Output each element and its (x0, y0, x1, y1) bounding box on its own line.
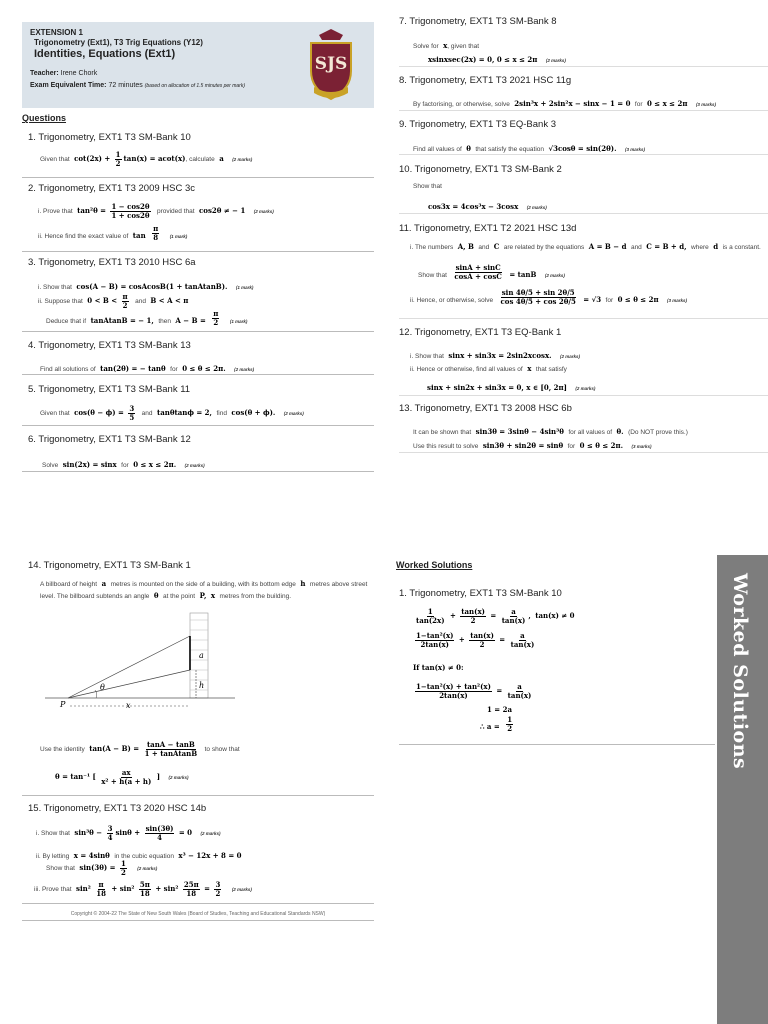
q10-marks: (2 marks) (526, 205, 547, 210)
q15-ii-text: ii. By letting (36, 853, 70, 860)
q14-result: θ = tan⁻¹ [ $\frac{ax}{\text{x² + h(a + h)}}$ ] (55, 767, 161, 786)
solution-if: If tan(x) ≠ 0: (413, 663, 464, 672)
q8-range: 0 ≤ x ≤ 2π (646, 99, 688, 108)
q5-body (40, 402, 304, 422)
q13-equation: sin3θ = 3sinθ − 4sin³θ (475, 427, 564, 436)
q14-var-x: x (210, 591, 216, 600)
question-4-title: 4. Trigonometry, EXT1 T3 SM-Bank 13 (28, 340, 191, 351)
q15-ii-show (46, 857, 157, 877)
q14-text-3: metres above street level. The billboard subtends an angle (40, 581, 368, 600)
q3-i-equation: cos(A − B) = cosAcosB(1 + tanAtanB). (76, 282, 228, 291)
divider (399, 110, 768, 111)
q15-i-text: i. Show that (36, 830, 70, 837)
question-5-title: 5. Trigonometry, EXT1 T3 SM-Bank 11 (28, 384, 191, 395)
q11-i-text-2: are related by the equations (503, 244, 585, 251)
question-9-title: 9. Trigonometry, EXT1 T3 EQ-Bank 3 (399, 119, 556, 130)
q2-i-text: i. Prove that (38, 208, 73, 215)
q5-target: cos(θ + ϕ). (231, 408, 276, 417)
question-2-title: 2. Trigonometry, EXT1 T3 2009 HSC 3c (28, 183, 196, 194)
teacher-label: Teacher: (30, 70, 59, 77)
q7-equation: xsinxsec(2x) = 0, 0 ≤ x ≤ 2π (428, 55, 538, 64)
q13-text: It can be shown that (413, 429, 472, 436)
q15-i-marks: (2 marks) (200, 831, 221, 836)
q11-i-and-2: and (630, 244, 642, 251)
q2-ii-den: 8 (153, 233, 159, 243)
solution-1-title: 1. Trigonometry, EXT1 T3 SM-Bank 10 (399, 588, 562, 599)
q11-ii-marks: (3 marks) (667, 298, 688, 303)
q7-text: Solve for (413, 43, 439, 50)
q7-marks: (2 marks) (545, 58, 566, 63)
q11-show (418, 264, 565, 282)
q14-marks: (2 marks) (168, 775, 189, 780)
divider (22, 425, 374, 426)
q13-for: for (567, 443, 576, 450)
q15-part-iii (34, 878, 252, 898)
q2-ii-tan: tan (132, 231, 146, 240)
q11-i-text-3: is a constant. (722, 244, 761, 251)
solution-line-1 (413, 605, 575, 625)
q3-i-text: i. Show that (38, 284, 72, 291)
q2-ii-marks: (1 mark) (169, 234, 188, 239)
divider (399, 395, 768, 396)
q2-part-ii (38, 225, 187, 243)
extension-label: EXTENSION 1 (30, 28, 83, 37)
q9-text: Find all values of (413, 146, 462, 153)
q11-ii-for: for (605, 297, 614, 304)
q14-text-1: A billboard of height (40, 581, 98, 588)
label-theta: θ (100, 683, 105, 692)
question-7-title: 7. Trigonometry, EXT1 T3 SM-Bank 8 (399, 16, 557, 27)
q11-i-c: C (493, 242, 500, 251)
q11-i-eq1: A = B − d (588, 242, 627, 251)
question-11-title: 11. Trigonometry, EXT1 T2 2021 HSC 13d (399, 223, 577, 234)
label-h: h (199, 681, 205, 690)
question-13-title: 13. Trigonometry, EXT1 T3 2008 HSC 6b (399, 403, 572, 414)
q13-equation-2: sin3θ + sin2θ = sinθ (482, 441, 564, 450)
divider (399, 318, 768, 319)
q1-text-2: , calculate (185, 156, 215, 163)
worked-solutions-side-tab (717, 555, 768, 1024)
q11-ii-text: ii. Hence, or otherwise, solve (410, 297, 494, 304)
q15-ii-marks: (2 marks) (137, 866, 158, 871)
q15-ii-result: sin(3θ) = $\frac{1}{2}$ (79, 858, 126, 877)
divider (399, 213, 768, 214)
solution-condition: tan(x) ≠ 0 (535, 611, 575, 620)
divider (399, 154, 768, 155)
q2-ii-num: π (153, 224, 159, 234)
label-a: a (199, 651, 204, 660)
solution-line-2 (413, 629, 537, 649)
solution-eq-4: 1 = 2a (487, 705, 513, 714)
q10-text: Show that (413, 183, 442, 190)
q15-ii-cubic: x³ − 12x + 8 = 0 (178, 851, 242, 860)
worked-solutions-side-label: Worked Solutions (729, 573, 751, 770)
q15-part-i (36, 822, 221, 842)
q13-line-2 (413, 435, 652, 453)
q11-part-i (410, 240, 768, 252)
divider (22, 471, 374, 472)
q14-identity: tan(A − B) = $\frac{\tan A - \tan B}{\text{1 + tanAtanB}}$ (89, 739, 198, 758)
q9-marks: (3 marks) (624, 147, 645, 152)
q5-find: find (216, 410, 227, 417)
q3-deduce-then: then (158, 318, 171, 325)
q14-text-5: metres from the building. (219, 593, 292, 600)
divider (399, 452, 768, 453)
q9-text-2: that satisfy the equation (475, 146, 545, 153)
q11-show-rhs: = tanB (509, 270, 537, 279)
question-14-title: 14. Trigonometry, EXT1 T3 SM-Bank 1 (28, 560, 191, 571)
solution-eq-3: $\frac{\text{1−tan²(x) + tan²(x)}}{2\tan(x)}$ = $\frac{a}{\tan(x)}$ (416, 681, 532, 700)
q6-marks: (2 marks) (184, 463, 205, 468)
q15-iii-marks: (2 marks) (231, 887, 252, 892)
q5-marks: (2 marks) (283, 411, 304, 416)
q6-for: for (121, 462, 129, 469)
q12-part-ii (410, 358, 567, 376)
q14-var-h: h (300, 579, 306, 588)
teacher-name: Irene Chork (60, 70, 98, 77)
q3-ii-ineq-2: B < A < π (150, 296, 189, 305)
q3-ii-ineq: 0 < B < $\frac{\pi}{2}$ (87, 291, 128, 310)
q15-ii-show-text: Show that (46, 865, 75, 872)
q12-equation-line (427, 377, 595, 395)
q11-show-fraction: $\frac{\sin A + \sin C}{\cos A + \cos C}$ (454, 263, 502, 282)
divider (22, 251, 374, 252)
q9-var: θ (466, 144, 471, 153)
sightline-top (68, 636, 190, 698)
q11-i-ab: A, B (457, 242, 474, 251)
q13-var: θ. (616, 427, 624, 436)
q13-note: (Do NOT prove this.) (628, 429, 688, 436)
copyright-notice: Copyright © 2004-22 The State of New South Wales (Board of Studies, Teaching and Educational Standards NSW) (70, 911, 326, 917)
school-crest-logo (306, 27, 356, 103)
question-6-title: 6. Trigonometry, EXT1 T3 SM-Bank 12 (28, 434, 191, 445)
label-x: x (126, 701, 131, 710)
q15-iii-equation: sin² $\frac{\pi}{18}$ + sin² $\frac{5\pi}{18}$ + sin² $\frac{25\pi}{18}$ = $\frac{3}{2}$ (76, 879, 221, 898)
solution-answer: $\frac{1}{2}$ (507, 715, 513, 734)
q2-part-i (38, 200, 274, 220)
q8-for: for (634, 101, 643, 108)
q13-text-3: Use this result to solve (413, 443, 479, 450)
q7-text-2: , given that (447, 43, 480, 50)
q11-i-marks: (2 marks) (544, 273, 565, 278)
q6-equation: sin(2x) = sinx (62, 460, 117, 469)
q15-ii-text-2: in the cubic equation (114, 853, 174, 860)
q12-ii-text-2: that satisfy (535, 366, 567, 373)
q11-ii-fraction: $\frac{\sin 4\theta/5 + \sin 2\theta/5}{\cos 4\theta/5 + \cos 2\theta/5}$ (500, 288, 576, 307)
q12-ii-marks: (2 marks) (575, 386, 596, 391)
q3-part-ii (38, 290, 188, 310)
divider (22, 903, 374, 904)
solution-line-5 (480, 716, 515, 734)
q4-range: 0 ≤ θ ≤ 2π. (182, 364, 226, 373)
solution-eq-5: ∴ a = (480, 722, 500, 731)
q14-show-text: to show that (204, 746, 240, 753)
question-12-title: 12. Trigonometry, EXT1 T3 EQ-Bank 1 (399, 327, 562, 338)
teacher-line (30, 70, 97, 77)
q5-and: and (141, 410, 153, 417)
time-label: Exam Equivalent Time: (30, 82, 107, 89)
q3-ii-and: and (135, 298, 146, 305)
billboard-diagram (40, 608, 240, 718)
q8-text: By factorising, or otherwise, solve (413, 101, 510, 108)
q14-var-theta: θ (153, 591, 159, 600)
q7-var: x (443, 41, 448, 50)
q3-deduce-text: Deduce that if (46, 318, 87, 325)
solution-eq-2: $\frac{\text{1−tan²(x)}}{2\tan(x)}$ + $\frac{\tan(x)}{2}$ = $\frac{a}{\tan(x)}$ (416, 630, 535, 649)
q3-deduce-eq: tanAtanB = − 1, (90, 316, 154, 325)
q3-deduce-marks: (1 mark) (229, 319, 248, 324)
q12-i-marks: (2 marks) (560, 354, 581, 359)
q4-for: for (170, 366, 178, 373)
q1-var: a (219, 154, 224, 163)
q15-ii-sub: x = 4sinθ (73, 851, 110, 860)
q11-i-text: i. The numbers (410, 244, 454, 251)
solution-line-3 (413, 680, 534, 700)
label-p: P (60, 700, 66, 709)
q4-equation: tan(2θ) = − tanθ (100, 364, 166, 373)
q2-ii-text: ii. Hence find the exact value of (38, 233, 129, 240)
q13-text-2: for all values of (568, 429, 613, 436)
q5-equation: cos(θ − ϕ) = $\frac{3}{5}$ (74, 403, 135, 422)
q12-equation: sinx + sin2x + sin3x = 0, x ∈ [0, 2π] (427, 383, 567, 392)
q6-text: Solve (42, 462, 59, 469)
header-box (22, 22, 374, 108)
q11-ii-rhs: = √3 (583, 295, 602, 304)
q4-marks: (2 marks) (234, 367, 255, 372)
q15-iii-text: iii. Prove that (34, 886, 72, 893)
page-title: Identities, Equations (Ext1) (34, 48, 176, 60)
worked-solutions-heading: Worked Solutions (396, 560, 473, 570)
divider (22, 177, 374, 178)
divider (22, 795, 374, 796)
q14-text-2: metres is mounted on the side of a building, with its bottom edge (110, 581, 296, 588)
q12-i-equation: sinx + sin3x = 2sin2xcosx. (448, 351, 552, 360)
q2-i-equation: tan²θ = $\frac{1 - \cos 2\theta}{1 + \cos 2\theta}$ (77, 201, 150, 220)
q3-i-marks: (1 mark) (235, 285, 254, 290)
question-1-title: 1. Trigonometry, EXT1 T3 SM-Bank 10 (28, 132, 191, 143)
q6-range: 0 ≤ x ≤ 2π. (133, 460, 177, 469)
q13-range: 0 ≤ θ ≤ 2π. (579, 441, 624, 450)
time-value: 72 minutes (108, 82, 143, 89)
q11-part-ii (410, 289, 687, 307)
q5-equation-2: tanθtanϕ = 2, (156, 408, 212, 417)
q3-deduce-lhs: A − B = (175, 316, 206, 325)
q14-use-text: Use the identity (40, 746, 85, 753)
q14-result-line (55, 766, 189, 786)
q3-deduce (46, 310, 247, 328)
q11-ii-range: 0 ≤ θ ≤ 2π (617, 295, 659, 304)
q14-var-a: a (101, 579, 107, 588)
q8-marks: (3 marks) (695, 102, 716, 107)
sightline-bottom (68, 670, 190, 698)
q2-i-text-2: provided that (156, 208, 195, 215)
q4-text: Find all solutions of (40, 366, 96, 373)
q8-body (413, 93, 716, 111)
svg-text:SJS: SJS (314, 54, 348, 74)
q15-i-equation: sin³θ − $\frac{3}{4}$ sinθ + $\frac{\sin(3\theta)}{4}$ = 0 (74, 823, 193, 842)
divider (399, 744, 715, 745)
q14-text-4: at the point (162, 593, 196, 600)
q7-equation-line (428, 49, 566, 67)
q2-i-marks: (2 marks) (253, 209, 274, 214)
q1-equation: cot(2x) + $\frac{1}{2}$ tan(x) = acot(x) (74, 149, 186, 168)
q11-i-and: and (478, 244, 490, 251)
divider (22, 920, 374, 921)
q3-ii-text: ii. Suppose that (38, 298, 83, 305)
questions-heading: Questions (22, 113, 67, 123)
q1-text: Given that (40, 156, 70, 163)
question-15-title: 15. Trigonometry, EXT1 T3 2020 HSC 14b (28, 803, 207, 814)
q10-equation: cos3x = 4cos³x − 3cosx (428, 202, 519, 211)
q6-body (42, 454, 205, 472)
q13-marks: (3 marks) (631, 444, 652, 449)
q2-i-cond: cos2θ ≠ − 1 (199, 206, 246, 215)
q5-text: Given that (40, 410, 70, 417)
q12-i-text: i. Show that (410, 353, 444, 360)
divider (22, 374, 374, 375)
q10-equation-line (428, 196, 547, 214)
question-10-title: 10. Trigonometry, EXT1 T3 SM-Bank 2 (399, 164, 562, 175)
time-line (30, 82, 245, 89)
divider (399, 66, 768, 67)
q2-ii-fraction (152, 225, 159, 242)
q11-i-where: where (691, 244, 709, 251)
q12-ii-var: x (527, 364, 532, 373)
q14-identity-line (40, 738, 240, 758)
q8-equation: 2sin³x + 2sin²x − sinx − 1 = 0 (514, 99, 631, 108)
divider (22, 331, 374, 332)
question-1-body (40, 148, 252, 168)
q9-equation: √3cosθ = sin(2θ). (548, 144, 617, 153)
course-label: Trigonometry (Ext1), T3 Trig Equations (Y12) (34, 38, 203, 47)
q14-paragraph (40, 577, 370, 601)
question-8-title: 8. Trigonometry, EXT1 T3 2021 HSC 11g (399, 75, 572, 86)
question-3-title: 3. Trigonometry, EXT1 T3 2010 HSC 6a (28, 257, 196, 268)
time-note: (based on allocation of 1.5 minutes per mark) (144, 83, 246, 89)
solution-eq-1: $\frac{1}{\tan(2x)}$ + $\frac{\tan(x)}{2}$ = $\frac{a}{\tan(x)}$ , (416, 606, 531, 625)
q3-deduce-fraction: $\frac{\pi}{2}$ (213, 309, 219, 328)
q12-ii-text: ii. Hence or otherwise, find all values of (410, 366, 523, 373)
q1-marks: (2 marks) (232, 157, 253, 162)
q11-i-d: d (713, 242, 719, 251)
q11-show-text: Show that (418, 272, 447, 279)
q14-var-p: P, (199, 591, 207, 600)
q11-i-eq2: C = B + d, (646, 242, 687, 251)
